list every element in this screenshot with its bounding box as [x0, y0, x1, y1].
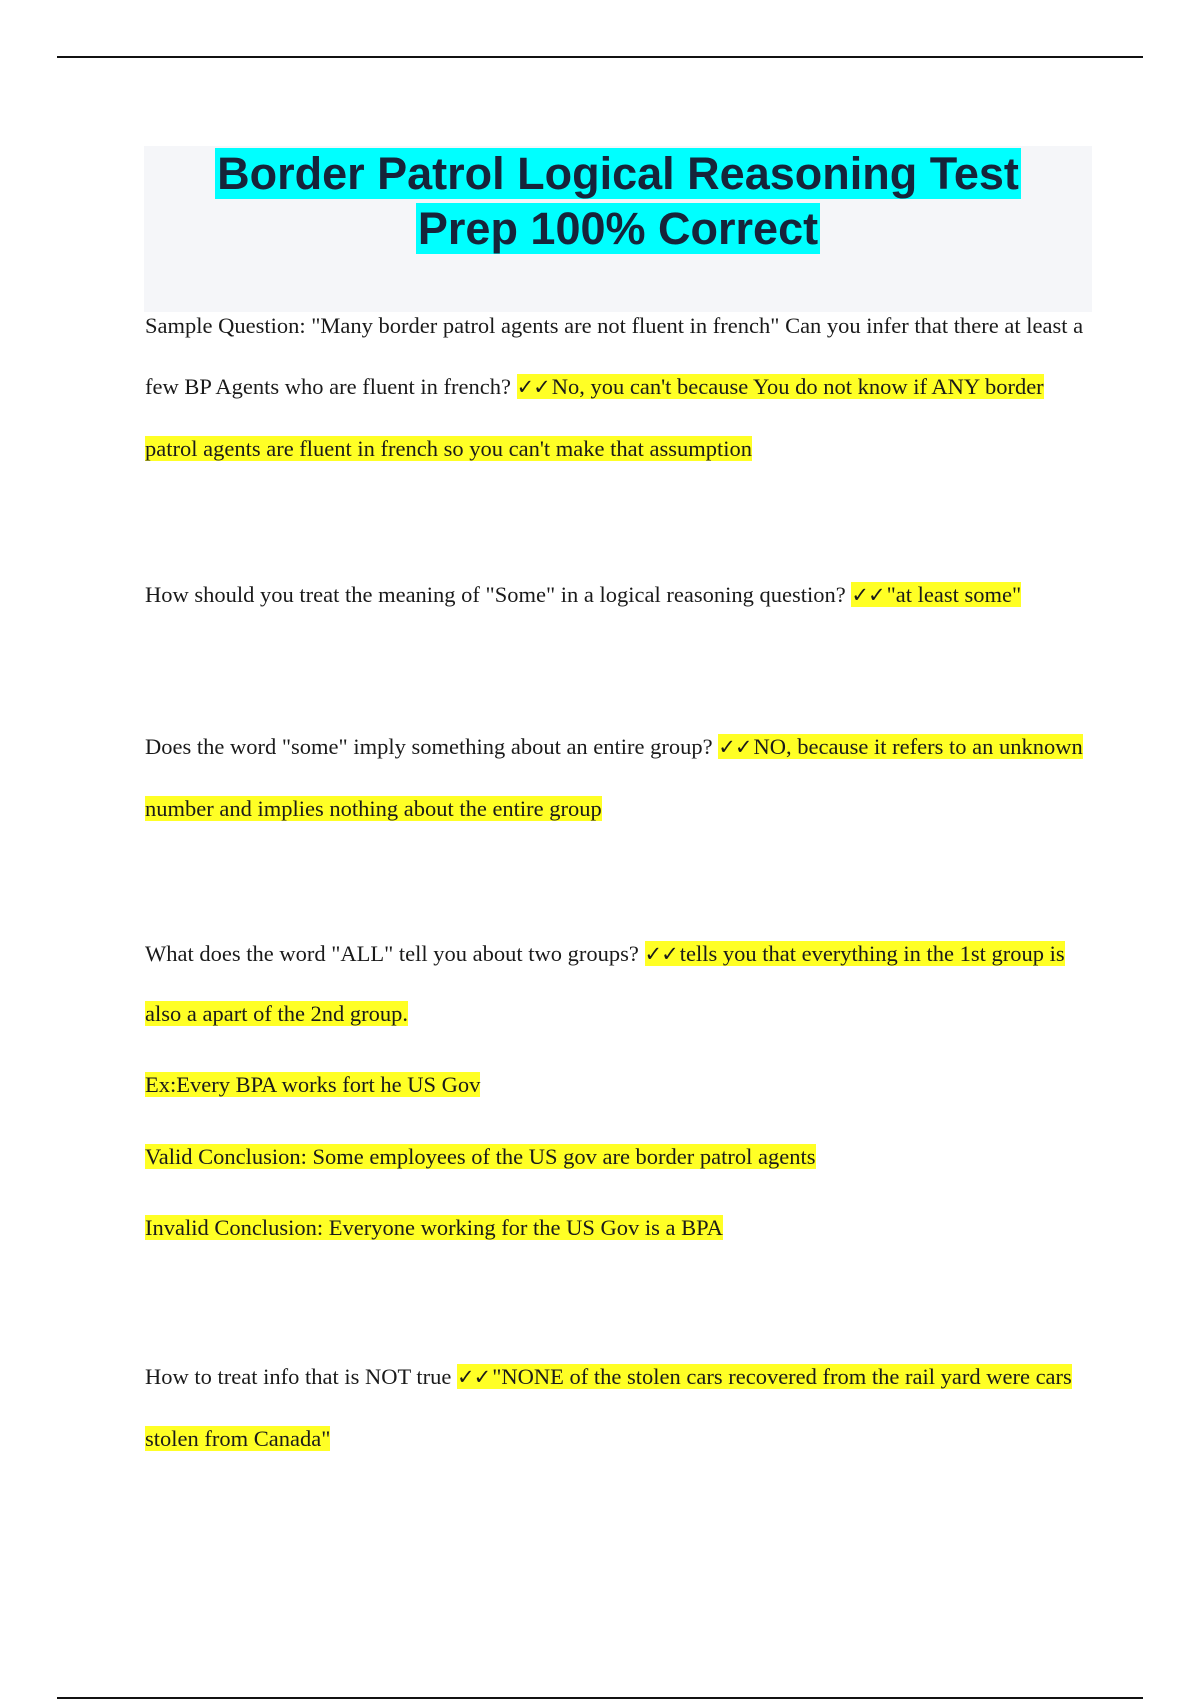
double-check-icon: ✓✓: [644, 942, 678, 966]
title-line-2: Prep 100% Correct: [417, 203, 819, 254]
qa-item-5: [145, 1346, 1090, 1469]
double-check-icon: ✓✓: [457, 1365, 491, 1389]
double-check-icon: ✓✓: [718, 735, 752, 759]
document-title: [144, 146, 1092, 256]
question-text: Sample Question: "Many border patrol agents are not fluent in french" Can you infer that there at least a few BP Agents who are fluent in french?: [145, 313, 1084, 399]
qa-item-1: [145, 295, 1090, 479]
example-text: Invalid Conclusion: Everyone working for the US Gov is a BPA: [145, 1215, 723, 1240]
example-line-3: [145, 1197, 1090, 1258]
footer-rule: [57, 1697, 1143, 1699]
qa-item-2: [145, 564, 1090, 626]
example-text: Ex:Every BPA works fort he US Gov: [145, 1072, 481, 1097]
answer-text: tells you that everything in the 1st group is also a apart of the 2nd group.: [145, 941, 1065, 1026]
title-line-1: Border Patrol Logical Reasoning Test: [217, 148, 1019, 199]
double-check-icon: ✓✓: [516, 375, 550, 399]
answer-highlight: [851, 582, 1021, 607]
answer-text: "NONE of the stolen cars recovered from the rail yard were cars stolen from Canada": [145, 1364, 1072, 1451]
question-text: Does the word "some" imply something about an entire group?: [145, 734, 713, 759]
answer-text: "at least some": [886, 582, 1022, 607]
question-text: How to treat info that is NOT true: [145, 1364, 452, 1389]
question-text: What does the word "ALL" tell you about two groups?: [145, 941, 639, 966]
qa-item-4: [145, 924, 1090, 1043]
answer-text: No, you can't because You do not know if ANY border patrol agents are fluent in french so you can't make that assumption: [145, 374, 1044, 461]
example-line-2: [145, 1126, 1090, 1187]
example-text: Valid Conclusion: Some employees of the US gov are border patrol agents: [145, 1144, 816, 1169]
question-text: How should you treat the meaning of "Some" in a logical reasoning question?: [145, 582, 846, 607]
header-rule: [57, 56, 1143, 58]
double-check-icon: ✓✓: [851, 583, 885, 607]
qa-item-3: [145, 716, 1090, 839]
answer-text: NO, because it refers to an unknown number and implies nothing about the entire group: [145, 734, 1083, 821]
example-line-1: [145, 1054, 1090, 1115]
